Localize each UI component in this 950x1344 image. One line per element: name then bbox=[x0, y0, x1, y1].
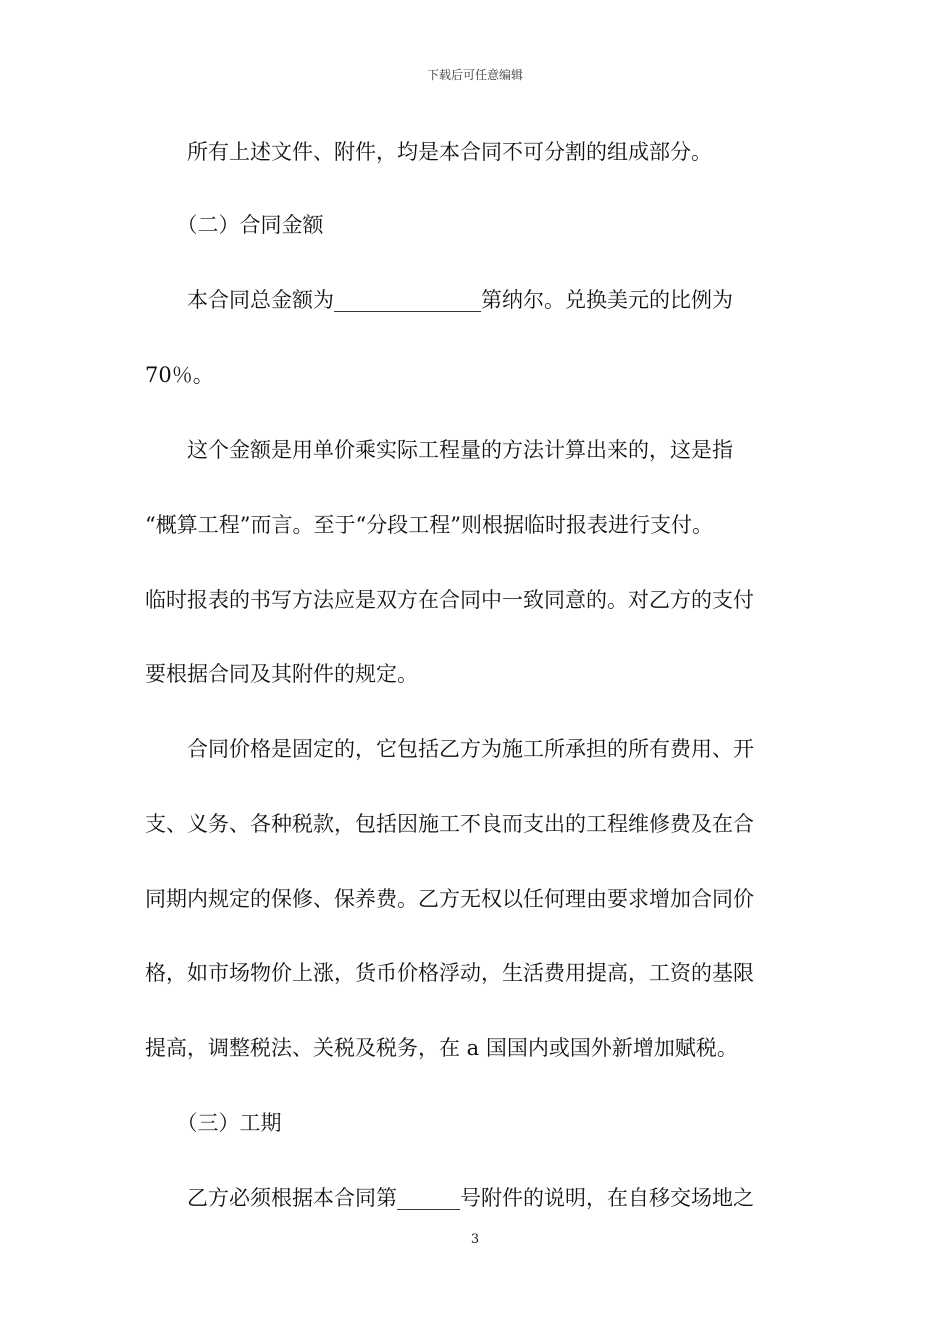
paragraph-line: 合同价格是固定的，它包括乙方为施工所承担的所有费用、开 bbox=[145, 737, 754, 761]
paragraph-line: 这个金额是用单价乘实际工程量的方法计算出来的，这是指 bbox=[145, 438, 733, 462]
paragraph-line: 要根据合同及其附件的规定。 bbox=[145, 662, 418, 686]
section-heading: （二）合同金额 bbox=[145, 213, 324, 237]
paragraph-line: “概算工程”而言。至于“分段工程”则根据临时报表进行支付。 bbox=[145, 513, 713, 537]
paragraph-line: 临时报表的书写方法应是双方在合同中一致同意的。对乙方的支付 bbox=[145, 588, 754, 612]
paragraph-line: 同期内规定的保修、保养费。乙方无权以任何理由要求增加合同价 bbox=[145, 887, 754, 911]
paragraph-line: 支、义务、各种税款，包括因施工不良而支出的工程维修费及在合 bbox=[145, 812, 754, 836]
paragraph-line: 格，如市场物价上涨，货币价格浮动，生活费用提高，工资的基限 bbox=[145, 961, 754, 985]
page-number: 3 bbox=[470, 1232, 480, 1247]
paragraph-line: 提高，调整税法、关税及税务，在 a 国国内或国外新增加赋税。 bbox=[145, 1036, 738, 1060]
paragraph-line: 本合同总金额为______________第纳尔。兑换美元的比例为 bbox=[145, 288, 733, 312]
paragraph-line: 70％。 bbox=[145, 363, 214, 387]
section-heading: （三）工期 bbox=[145, 1111, 282, 1135]
page-header: 下载后可任意编辑 bbox=[426, 68, 523, 82]
paragraph-line: 乙方必须根据本合同第______号附件的说明，在自移交场地之 bbox=[145, 1186, 754, 1210]
paragraph-line: 所有上述文件、附件，均是本合同不可分割的组成部分。 bbox=[145, 140, 712, 164]
